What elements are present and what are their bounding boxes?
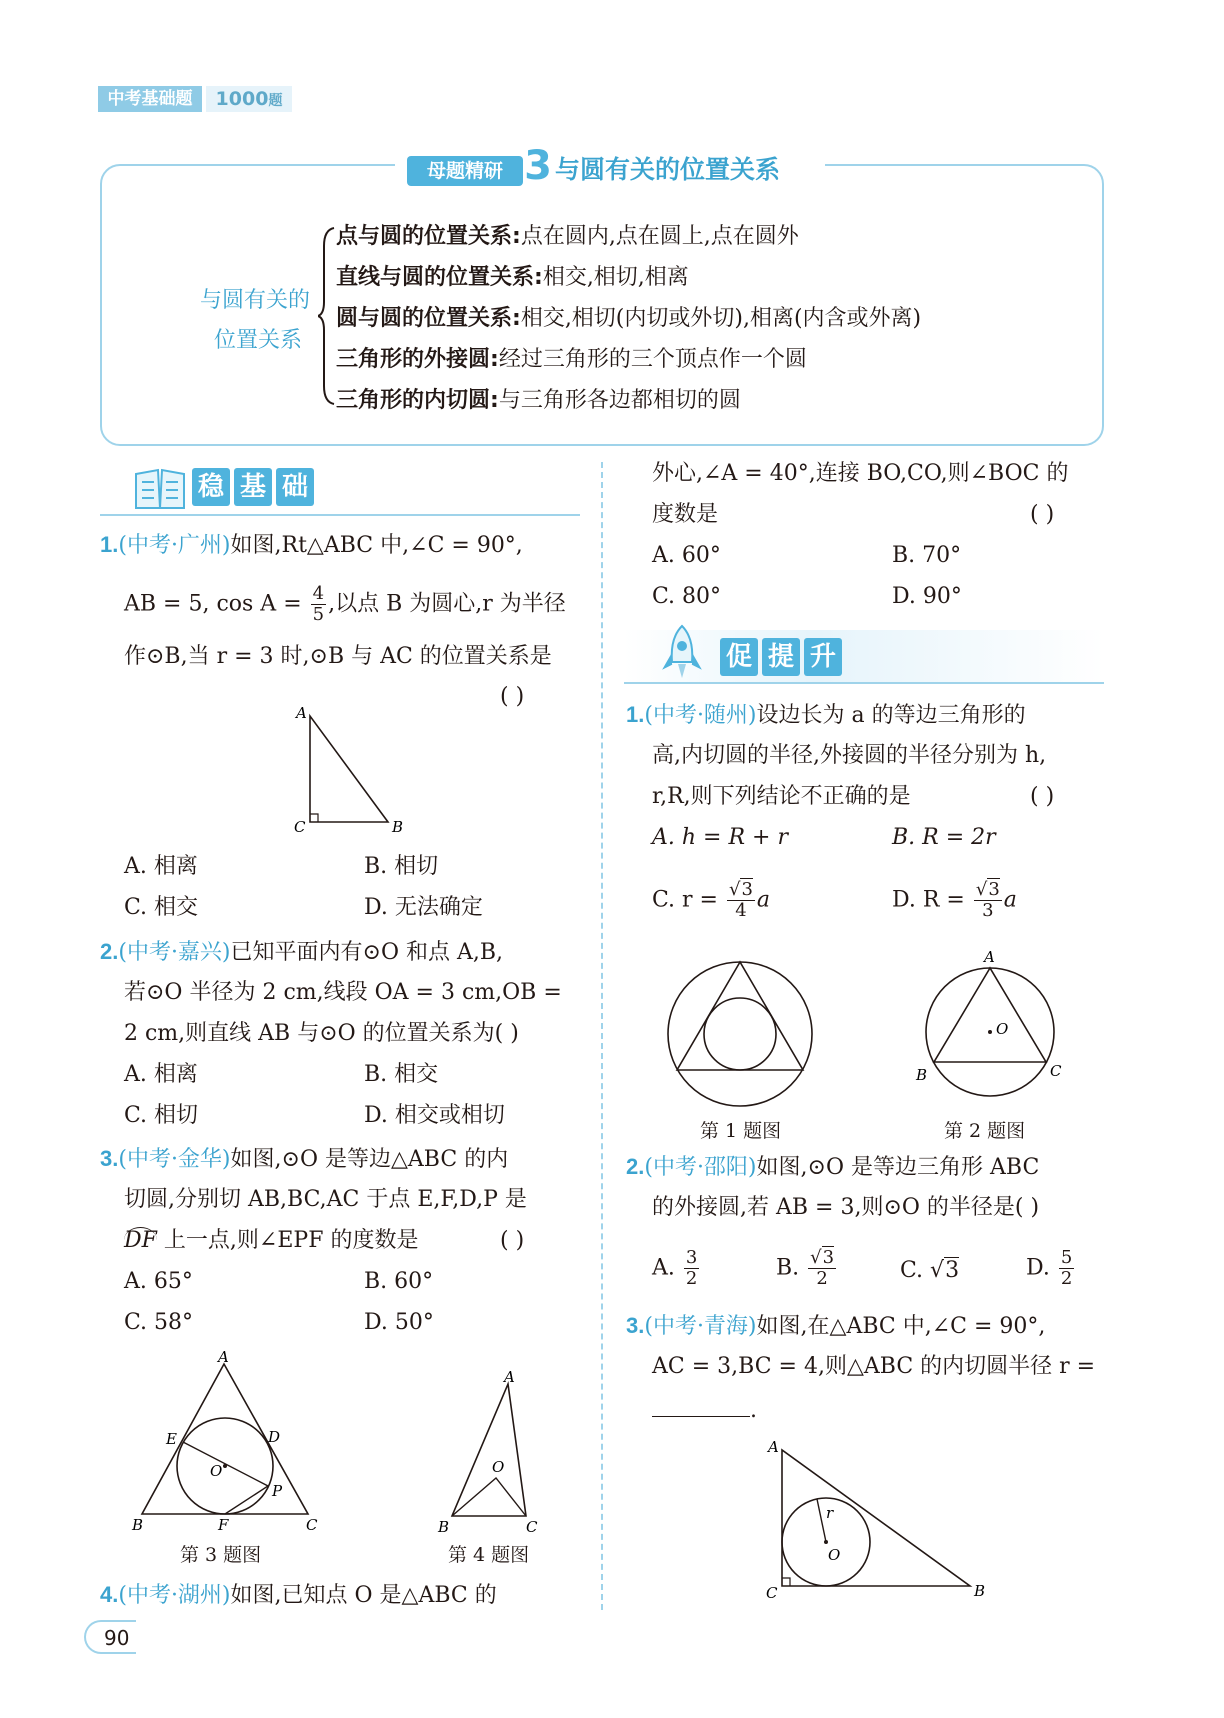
option-variable: a: [1003, 887, 1017, 913]
question-source: (中考·嘉兴): [118, 940, 231, 965]
figure-p1-equilateral-circles: [660, 958, 820, 1108]
book-series-count: 1000: [215, 88, 269, 110]
question-1-line3: 作⊙B,当 r = 3 时,⊙B 与 AC 的位置关系是: [124, 644, 552, 669]
summary-item: [336, 386, 921, 427]
section-basic-header: [100, 460, 580, 516]
sqrt-radicand: 3: [822, 1247, 835, 1268]
fraction-numerator: 5: [1060, 1247, 1073, 1268]
option-label: D. R =: [892, 887, 965, 913]
option[interactable]: A. 65°: [124, 1269, 193, 1294]
summary-list: [336, 222, 921, 427]
figure-q4-circumcenter: [430, 1370, 550, 1540]
question-text: AB = 5, cos A =: [124, 591, 302, 617]
fraction-denominator: 5: [312, 604, 325, 625]
section-basic-underline: [100, 514, 580, 516]
fraction: [727, 880, 755, 921]
option-label: C. r =: [652, 887, 718, 913]
rocket-icon: [660, 622, 704, 682]
question-text: 上一点,则∠EPF 的度数是: [156, 1228, 419, 1253]
option[interactable]: D. 90°: [892, 584, 962, 609]
summary-item-head: 直线与圆的位置关系:: [336, 265, 543, 290]
fraction: [684, 1248, 699, 1289]
advanced-question-1-line1: [626, 700, 1026, 731]
figure-p2-circumcircle: [900, 940, 1080, 1100]
question-4-line1: [100, 1580, 497, 1611]
figure-label: A: [218, 1350, 229, 1366]
question-source: (中考·湖州): [118, 1583, 231, 1608]
option[interactable]: A. h = R + r: [652, 825, 788, 850]
option-label: A.: [652, 1255, 675, 1281]
figure-label: F: [218, 1516, 229, 1534]
question-number: 1.: [100, 532, 119, 557]
question-number: 2.: [100, 939, 119, 964]
option[interactable]: [652, 1248, 701, 1289]
figure-label: C: [766, 1584, 778, 1602]
option[interactable]: D. 无法确定: [364, 895, 483, 920]
summary-item-head: 三角形的外接圆:: [336, 347, 499, 372]
option[interactable]: [892, 880, 1017, 921]
answer-paren: ( ): [500, 684, 525, 709]
sqrt-radicand: 3: [741, 879, 753, 900]
question-1-line2: [124, 584, 566, 625]
question-text: 如图,⊙O 是等边△ABC 的内: [230, 1147, 509, 1172]
fraction-denominator: 2: [816, 1268, 828, 1289]
book-icon: [132, 462, 188, 512]
question-number: 2.: [626, 1154, 645, 1179]
book-series-suffix: 题: [268, 93, 283, 109]
option[interactable]: C. 相交: [124, 895, 199, 920]
summary-item-head: 三角形的内切圆:: [336, 388, 499, 413]
question-2-line1: [100, 937, 503, 968]
option[interactable]: A. 相离: [124, 854, 198, 879]
figure-label: A: [296, 704, 307, 722]
figure-label: B: [132, 1516, 144, 1534]
question-4-line3: 度数是: [652, 502, 719, 527]
option-label: D.: [1026, 1255, 1050, 1281]
fraction-denominator: 2: [685, 1268, 698, 1289]
summary-item-body: 经过三角形的三个顶点作一个圆: [498, 347, 807, 372]
summary-brace: [318, 226, 336, 406]
blank-end: .: [750, 1398, 757, 1423]
section-basic-char: 础: [276, 468, 314, 506]
summary-item-body: 相交,相切(内切或外切),相离(内含或外离): [520, 306, 922, 331]
option[interactable]: B. R = 2r: [892, 825, 996, 850]
figure-label: B: [974, 1582, 986, 1600]
book-series-tag: [98, 84, 292, 114]
figure-caption: 第 3 题图: [180, 1544, 262, 1566]
figure-label: E: [166, 1430, 177, 1448]
figure-q3-incircle: [128, 1350, 328, 1540]
figure-label: D: [268, 1428, 281, 1446]
figure-label: O: [996, 1020, 1009, 1038]
section-advanced-underline: [624, 682, 1104, 684]
option-label: C.: [900, 1258, 924, 1283]
question-number: 4.: [100, 1582, 119, 1607]
question-source: (中考·广州): [118, 533, 231, 558]
sqrt-radicand: 3: [945, 1258, 960, 1283]
summary-root-line2: 位置关系: [214, 328, 303, 353]
topic-label: 母题精研: [407, 156, 523, 186]
answer-paren: ( ): [500, 1228, 525, 1253]
question-text: 如图,Rt△ABC 中,∠C = 90°,: [230, 533, 523, 558]
figure-label: C: [1050, 1062, 1062, 1080]
answer-blank[interactable]: [652, 1393, 757, 1426]
option[interactable]: C. 80°: [652, 584, 722, 609]
section-basic-char: 基: [234, 468, 272, 506]
figure-label: C: [526, 1518, 538, 1536]
question-number: 1.: [626, 702, 645, 727]
figure-label: A: [984, 948, 995, 966]
figure-label: A: [504, 1370, 515, 1386]
figure-q1-right-triangle: [288, 700, 420, 842]
summary-item: [336, 345, 921, 386]
advanced-question-1-line2: 高,内切圆的半径,外接圆的半径分别为 h,: [652, 743, 1047, 768]
figure-caption: 第 1 题图: [700, 1120, 782, 1142]
answer-paren: ( ): [1030, 502, 1055, 527]
question-number: 3.: [626, 1313, 645, 1338]
question-text: 设边长为 a 的等边三角形的: [756, 703, 1026, 728]
option[interactable]: D. 相交或相切: [364, 1103, 505, 1128]
section-basic-title: [192, 468, 318, 506]
summary-root-line1: 与圆有关的: [200, 288, 311, 313]
fraction: [311, 584, 326, 625]
question-3-line3: [124, 1226, 418, 1256]
figure-label: C: [294, 818, 306, 836]
option[interactable]: [776, 1248, 838, 1289]
fraction-numerator: √3: [728, 879, 753, 900]
question-source: (中考·金华): [118, 1147, 231, 1172]
section-basic-char: 稳: [192, 468, 230, 506]
summary-item-body: 点在圆内,点在圆上,点在圆外: [520, 224, 799, 249]
book-series-right: [206, 86, 292, 112]
option[interactable]: C. √3: [900, 1258, 960, 1283]
section-advanced-char: 提: [762, 638, 800, 676]
option-variable: a: [756, 887, 771, 913]
summary-item-body: 与三角形各边都相切的圆: [498, 388, 741, 413]
section-advanced-char: 促: [720, 638, 758, 676]
topic-banner: [395, 143, 825, 192]
summary-item: [336, 263, 921, 304]
figure-caption: 第 4 题图: [448, 1544, 530, 1566]
column-divider: [601, 462, 603, 1610]
question-3-line2: 切圆,分别切 AB,BC,AC 于点 E,F,D,P 是: [124, 1187, 527, 1212]
question-source: (中考·随州): [644, 703, 757, 728]
topic-number: 3: [524, 143, 552, 189]
question-4-line2: 外心,∠A = 40°,连接 BO,CO,则∠BOC 的: [652, 461, 1069, 486]
fraction-numerator: 4: [312, 583, 325, 604]
summary-item: [336, 222, 921, 263]
advanced-question-3-line1: [626, 1311, 1045, 1342]
advanced-question-2-line2: 的外接圆,若 AB = 3,则⊙O 的半径是( ): [652, 1195, 1040, 1220]
option-label: B.: [776, 1255, 800, 1281]
fraction-numerator: 3: [685, 1247, 698, 1268]
section-advanced-title: [720, 638, 846, 676]
option[interactable]: [652, 880, 770, 921]
option[interactable]: A. 相离: [124, 1062, 198, 1087]
fraction-denominator: 4: [735, 900, 747, 921]
question-text: ,以点 B 为圆心,r 为半径: [328, 591, 566, 617]
advanced-question-2-line1: [626, 1152, 1039, 1183]
question-source: (中考·邵阳): [644, 1155, 757, 1180]
fraction: [808, 1248, 836, 1289]
figure-label: P: [272, 1482, 283, 1500]
figure-label: O: [828, 1546, 841, 1564]
fraction: [1059, 1248, 1074, 1289]
question-1-line1: [100, 530, 523, 561]
option[interactable]: [1026, 1248, 1076, 1289]
summary-item-head: 圆与圆的位置关系:: [336, 306, 521, 331]
figure-p3-right-triangle-incircle: [760, 1436, 1000, 1606]
fraction: [974, 880, 1002, 921]
advanced-question-1-line3: r,R,则下列结论不正确的是: [652, 784, 911, 809]
summary-item-head: 点与圆的位置关系:: [336, 224, 521, 249]
question-text: 如图,⊙O 是等边三角形 ABC: [756, 1155, 1040, 1180]
book-series-left: 中考基础题: [98, 86, 202, 112]
option[interactable]: C. 58°: [124, 1310, 194, 1335]
arc-label: DF: [124, 1228, 157, 1253]
figure-label: C: [306, 1516, 318, 1534]
question-2-line3: 2 cm,则直线 AB 与⊙O 的位置关系为( ): [124, 1021, 519, 1046]
figure-label: B: [916, 1066, 928, 1084]
figure-label: B: [438, 1518, 450, 1536]
fraction-numerator: √3: [975, 879, 1000, 900]
section-advanced-header: [624, 622, 1104, 684]
figure-caption: 第 2 题图: [944, 1120, 1026, 1142]
question-3-line1: [100, 1144, 508, 1175]
option[interactable]: D. 50°: [364, 1310, 434, 1335]
question-text: 如图,在△ABC 中,∠C = 90°,: [756, 1314, 1046, 1339]
option[interactable]: C. 相切: [124, 1103, 199, 1128]
option[interactable]: B. 70°: [892, 543, 962, 568]
summary-item-body: 相交,相切,相离: [542, 265, 689, 290]
figure-label: B: [392, 818, 404, 836]
question-text: 已知平面内有⊙O 和点 A,B,: [230, 940, 504, 965]
option[interactable]: B. 60°: [364, 1269, 434, 1294]
section-advanced-char: 升: [804, 638, 842, 676]
fraction-denominator: 3: [982, 900, 994, 921]
question-number: 3.: [100, 1146, 119, 1171]
fraction-denominator: 2: [1060, 1268, 1073, 1289]
option[interactable]: B. 相交: [364, 1062, 439, 1087]
advanced-question-3-line2: AC = 3,BC = 4,则△ABC 的内切圆半径 r =: [652, 1354, 1096, 1379]
option[interactable]: B. 相切: [364, 854, 439, 879]
fraction-numerator: √3: [810, 1247, 835, 1268]
summary-item: [336, 304, 921, 345]
question-text: 如图,已知点 O 是△ABC 的: [230, 1583, 497, 1608]
figure-label: O: [492, 1458, 505, 1476]
figure-label: A: [768, 1438, 779, 1456]
option[interactable]: A. 60°: [652, 543, 721, 568]
question-2-line2: 若⊙O 半径为 2 cm,线段 OA = 3 cm,OB =: [124, 980, 562, 1005]
figure-label: O: [210, 1462, 223, 1480]
topic-title: 与圆有关的位置关系: [555, 155, 781, 184]
page-number: 90: [104, 1626, 130, 1650]
question-source: (中考·青海): [644, 1314, 757, 1339]
answer-paren: ( ): [1030, 784, 1055, 809]
sqrt-radicand: 3: [988, 879, 1000, 900]
figure-label: r: [826, 1504, 834, 1522]
